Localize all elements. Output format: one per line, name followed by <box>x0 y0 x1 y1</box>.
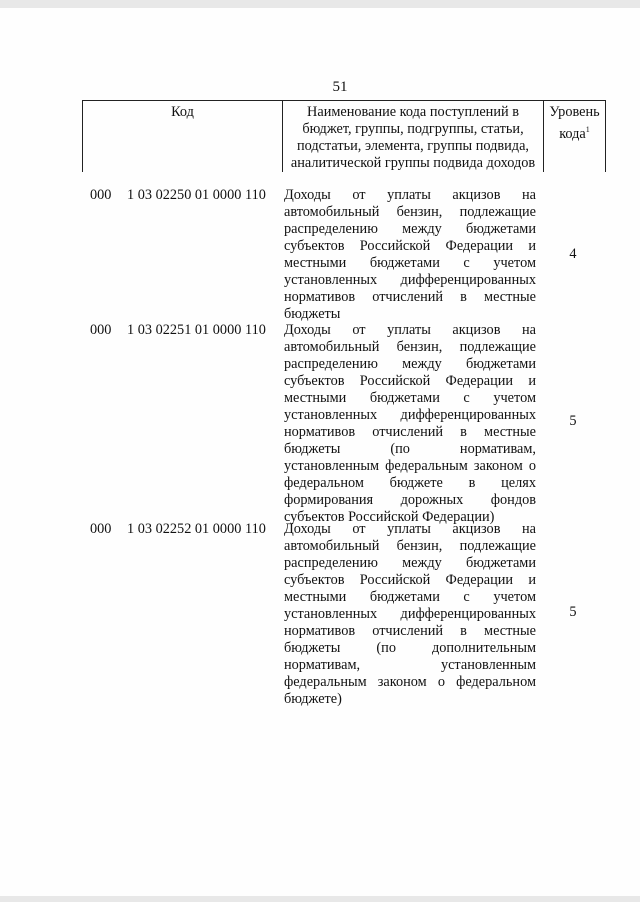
row-code: 1 03 02252 01 0000 110 <box>127 521 266 537</box>
page-number: 51 <box>332 79 348 95</box>
scan-bottom-border <box>0 896 640 902</box>
header-level-word: кода <box>559 126 586 142</box>
header-name-line: бюджет, группы, подгруппы, статьи, <box>302 121 524 137</box>
row-prefix: 000 <box>90 322 112 338</box>
row-name: Доходы от уплаты акцизов на автомобильный бензин, подлежащие распределению между бюджетами субъектов Российской Федерации и местными бюджетами с учетом установленных дифференцированных нормативов отчислений в местные бюджеты (по дополнительным нормативам, установленным федеральным законом о федеральном бюджете) <box>284 521 536 707</box>
row-code: 1 03 02251 01 0000 110 <box>127 322 266 338</box>
table-header <box>82 100 606 172</box>
row-level: 5 <box>569 604 577 620</box>
footnote-marker: 1 <box>585 125 590 134</box>
header-name <box>283 104 543 172</box>
scan-top-border <box>0 0 640 8</box>
header-level-line <box>544 121 605 143</box>
row-code: 1 03 02250 01 0000 110 <box>127 187 266 203</box>
header-name-line: подстатьи, элемента, группы подвида, <box>296 138 529 154</box>
row-level: 5 <box>569 413 577 429</box>
header-name-line: Наименование кода поступлений в <box>307 104 519 120</box>
row-name: Доходы от уплаты акцизов на автомобильный бензин, подлежащие распределению между бюджетами субъектов Российской Федерации и местными бюджетами с учетом установленных дифференцированных нормативов отчислений в местные бюджеты <box>284 187 536 322</box>
row-level: 4 <box>569 246 577 262</box>
header-level <box>544 104 605 143</box>
header-code: Код <box>171 104 194 120</box>
header-name-line: аналитической группы подвида доходов <box>290 155 536 171</box>
header-level-line: Уровень <box>549 104 600 120</box>
row-prefix: 000 <box>90 187 112 203</box>
header-divider <box>605 101 606 172</box>
row-prefix: 000 <box>90 521 112 537</box>
row-name: Доходы от уплаты акцизов на автомобильный бензин, подлежащие распределению между бюджетами субъектов Российской Федерации и местными бюджетами с учетом установленных дифференцированных нормативов отчислений в местные бюджеты (по нормативам, установленным федеральным законом о федеральном бюджете в целях формирования дорожных фондов субъектов Российской Федерации) <box>284 322 536 525</box>
